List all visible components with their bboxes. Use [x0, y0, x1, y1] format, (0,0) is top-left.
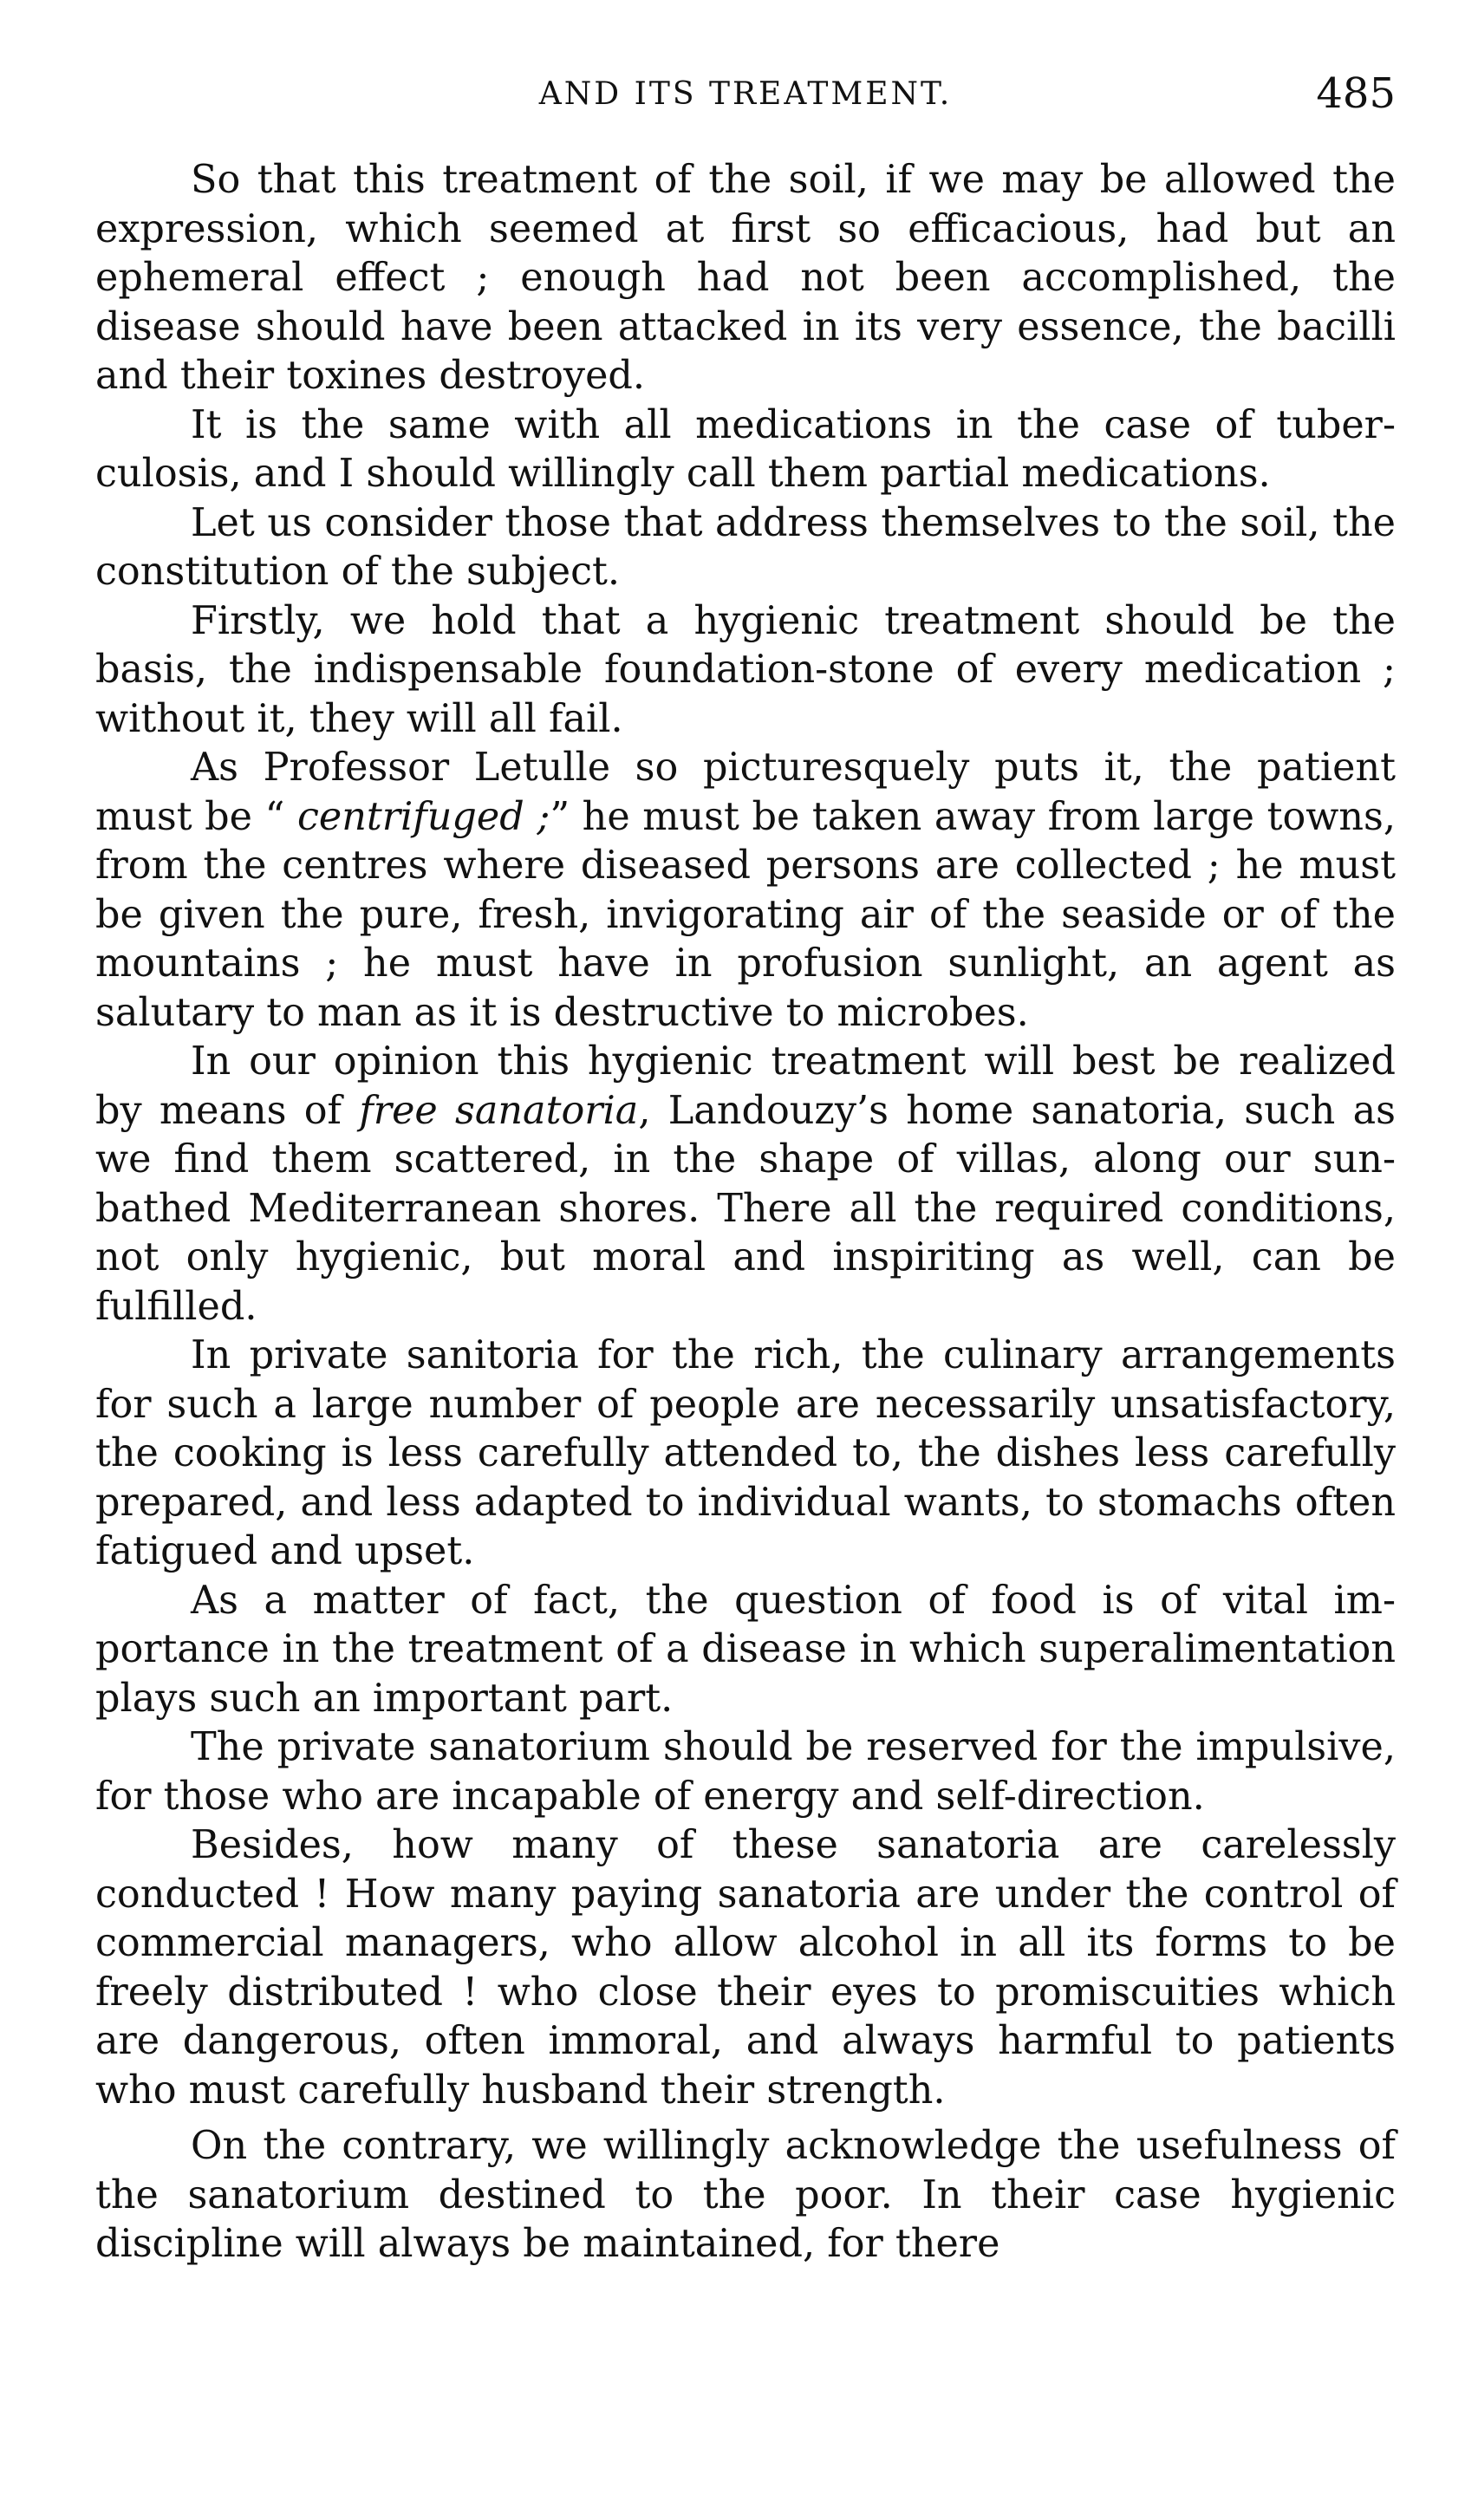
body-text [95, 156, 1396, 2269]
paragraph-letulle-italic: centrifuged ; [296, 794, 550, 839]
paragraph-soil-treatment: So that this treatment of the soil, if we may be allowed the expression, which seemed at first so efficacious, had but an ephemeral effect ; enough had not been accomplished, the disease should have been attacked in its very essence, the bacilli and their toxines destroyed. [95, 158, 1396, 398]
running-head [95, 69, 1396, 130]
paragraph-soil-constitution: Let us consider those that address themselves to the soil, the constitution of the subject. [95, 500, 1396, 594]
paragraph-private-sanitoria: In private sanitoria for the rich, the culinary arrangements for such a large number of people are necessarily unsatisfactory, the cooking is less carefully attended to, the dishes less carefully prepared, and less adapted to individual wants, to stomachs often fatigued and upset. [95, 1333, 1396, 1573]
paragraph-letulle [95, 744, 1396, 1038]
paragraph-free-sanatoria [95, 1038, 1396, 1332]
page-number: 485 [1316, 69, 1396, 118]
running-title: AND ITS TREATMENT. [538, 76, 953, 112]
paragraph-letulle-end: ” he must be taken away from large towns, from the centres where diseased persons are collected ; he must be given the pure, fresh, invigorating air of the seaside or of the mountains ; he must have in profusion sunlight, an agent as salutary to man as it is destructive to microbes. [95, 794, 1396, 1035]
paragraph-partial-medications: It is the same with all medications in the case of tuberculosis, and I should willingly call them partial medications. [95, 402, 1396, 496]
paragraph-hygienic-basis: Firstly, we hold that a hygienic treatment should be the basis, the indispensable foundation-stone of every medication ; without it, they will all fail. [95, 598, 1396, 741]
paragraph-free-sanatoria-start: In our opinion this hygienic treatment will best be realized by means of [95, 1039, 1396, 1133]
paragraph-free-sanatoria-italic: free sanatoria [359, 1088, 639, 1133]
paragraph-private-sanatorium-reserved: The private sanatorium should be reserved for the impulsive, for those who are incapable of energy and self-direction. [95, 1725, 1396, 1819]
paragraph-letulle-start: As Professor Letulle so picturesquely puts it, the patient must be “ [95, 746, 1396, 839]
paragraph-carelessly-conducted: Besides, how many of these sanatoria are carelessly conducted ! How many paying sanatoria are under the control of commercial managers, who allow alcohol in all its forms to be freely distributed ! who close their eyes to promiscuities which are dangerous, often immoral, and always harmful to patients who must carefully husband their strength. [95, 1823, 1396, 2113]
paragraph-free-sanatoria-end: , Landouzy’s home sanatoria, such as we find them scattered, in the shape of villas, along our sun-bathed Mediterranean shores. There all the required conditions, not only hygienic, but moral and inspiriting as well, can be fulfilled. [95, 1088, 1396, 1329]
paragraph-food-importance: As a matter of fact, the question of food is of vital importance in the treatment of a disease in which superalimentation plays such an important part. [95, 1578, 1396, 1721]
paragraph-sanatorium-poor: On the contrary, we willingly acknowledge the usefulness of the sanatorium destined to the poor. In their case hygienic discipline will always be maintained, for there [95, 2124, 1396, 2266]
